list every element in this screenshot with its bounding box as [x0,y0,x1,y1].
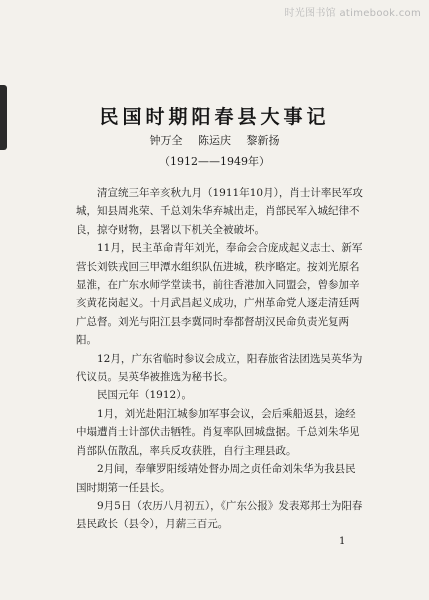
document-period: （1912——1949年） [159,155,270,168]
paragraph: 2月间，奉肇罗阳绥靖处督办周之贞任命刘朱华为我县民国时期第一任县长。 [76,463,356,494]
paragraph: 1月，刘光赴阳江城参加军事会议，会后乘船返县，途经中塌遭肖士计部伏击牺牲。肖复率队回城盘据。千总刘朱华见肖部队伍散乱，率兵反攻获胜，自行主理县政。 [76,407,360,457]
paragraph: 11月，民主革命青年刘光，奉命会合庞成起义志士、新军营长刘铁戎回三甲潭水组织队伍进城，秩序略定。按刘光原名显淮，在广东水师学堂读书，前往香港加入同盟会，曾参加辛亥黄花岗起义。十月武昌起义成功，广州革命党人逐走清廷两广总督。刘光与阳江县李冀同时奉都督胡汉民命负责光复两阳。 [76,242,363,347]
paragraph: 民国元年（1912）。 [97,389,192,402]
site-watermark: 时光图书馆 atimebook.com [284,8,421,19]
document-title: 民国时期阳春县大事记 [99,106,330,128]
page-number: 1 [339,536,346,547]
paragraph: 12月，广东省临时参议会成立，阳春旅省法团选吴英华为代议员。吴英华被推选为秘书长。 [76,352,363,384]
document-authors: 钟万全 陈运庆 黎新扬 [149,134,280,147]
document-body [76,184,366,534]
paragraph: 清宣统三年辛亥秋九月（1911年10月），肖士计率民军攻城，知县周兆荣、千总刘朱华弃城出走，肖部民军入城纪律不良，掠夺财物，县署以下机关全被破坏。 [76,187,363,236]
paragraph: 9月5日（农历八月初五），《广东公报》发表郑邦士为阳春县民政长（县令），月薪三百元。 [76,499,363,531]
